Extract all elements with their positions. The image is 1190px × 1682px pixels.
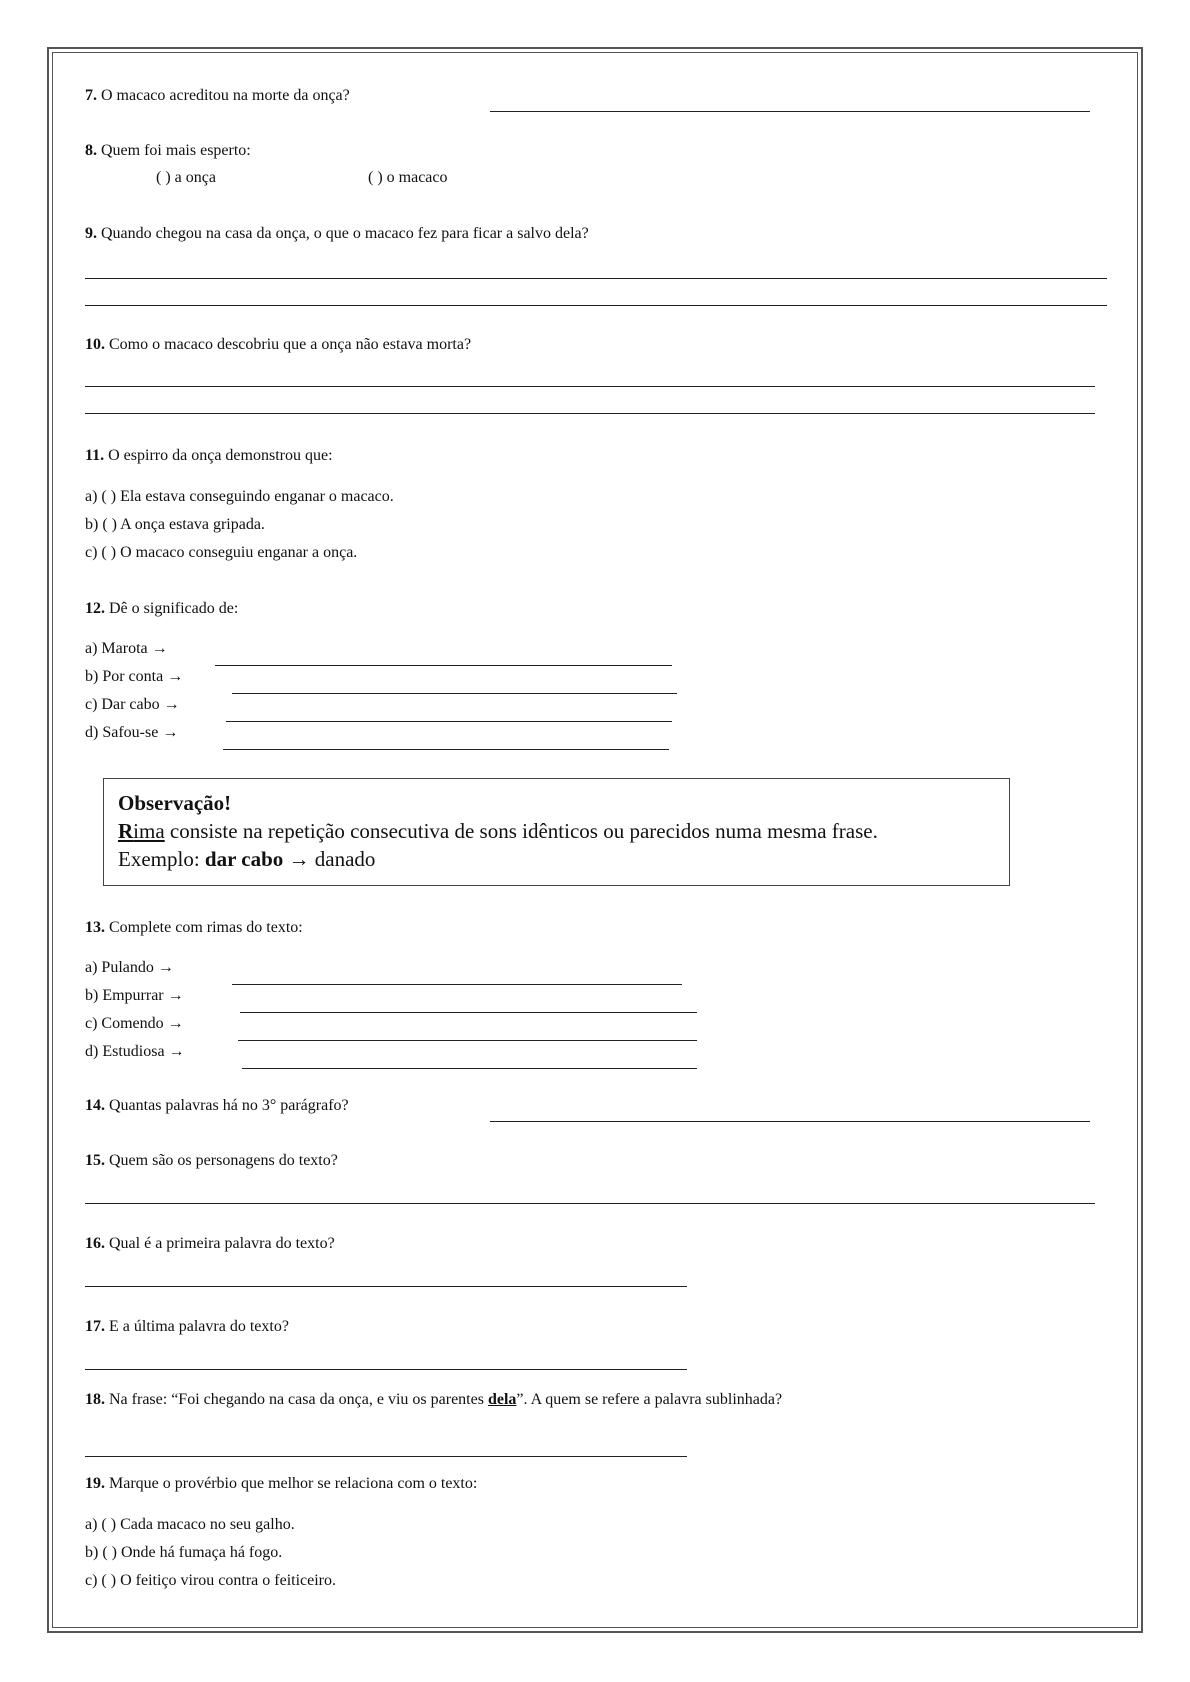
question-number: 15. (85, 1152, 105, 1169)
question-number: 13. (85, 919, 105, 936)
answer-line-10a[interactable] (85, 386, 1095, 387)
answer-line-13c[interactable] (238, 1040, 697, 1041)
observation-title: Observação! (118, 791, 232, 815)
answer-line-13b[interactable] (240, 1012, 697, 1013)
question-text: O espirro da onça demonstrou que: (108, 447, 333, 464)
question-number: 19. (85, 1475, 105, 1492)
question-text: Quantas palavras há no 3° parágrafo? (109, 1097, 349, 1114)
question-text: E a última palavra do texto? (109, 1318, 289, 1335)
option-b[interactable]: b) ( ) A onça estava gripada. (85, 516, 265, 533)
example-label: Exemplo: (118, 847, 205, 871)
question-number: 16. (85, 1235, 105, 1252)
answer-line-17[interactable] (85, 1369, 687, 1370)
question-16 (85, 1235, 335, 1253)
question-text: Dê o significado de: (109, 600, 239, 617)
question-text: Quando chegou na casa da onça, o que o macaco fez para ficar a salvo dela? (101, 225, 589, 242)
question-8 (85, 142, 251, 160)
answer-line-12b[interactable] (232, 693, 677, 694)
question-number: 14. (85, 1097, 105, 1114)
question-19 (85, 1475, 477, 1493)
answer-line-16[interactable] (85, 1286, 687, 1287)
answer-line-12a[interactable] (215, 665, 672, 666)
rima-first-letter: R (118, 819, 134, 843)
proverb-option-a[interactable]: a) ( ) Cada macaco no seu galho. (85, 1516, 295, 1533)
meaning-item-d: d) Safou-se → (85, 724, 179, 741)
question-number: 17. (85, 1318, 105, 1335)
question-11 (85, 447, 333, 465)
answer-line-9b[interactable] (85, 305, 1107, 306)
answer-line-15[interactable] (85, 1203, 1095, 1204)
rhyme-item-c: c) Comendo → (85, 1015, 184, 1032)
question-13 (85, 919, 303, 937)
answer-line-10b[interactable] (85, 413, 1095, 414)
meaning-item-b: b) Por conta → (85, 668, 184, 685)
option-a-onca[interactable]: ( ) a onça (156, 169, 216, 186)
question-text-before: Na frase: “Foi chegando na casa da onça, e viu os parentes (109, 1391, 488, 1408)
rima-definition (118, 817, 995, 845)
proverb-option-c[interactable]: c) ( ) O feitiço virou contra o feiticeiro. (85, 1572, 336, 1589)
example-rest: → danado (283, 847, 376, 871)
question-text: Qual é a primeira palavra do texto? (109, 1235, 335, 1252)
question-7 (85, 87, 350, 105)
rhyme-item-d: d) Estudiosa → (85, 1043, 185, 1060)
question-10 (85, 336, 471, 354)
rhyme-item-b: b) Empurrar → (85, 987, 184, 1004)
rima-rest: ima (133, 819, 165, 843)
option-a[interactable]: a) ( ) Ela estava conseguindo enganar o macaco. (85, 488, 394, 505)
question-12 (85, 600, 238, 618)
answer-line-18[interactable] (85, 1456, 687, 1457)
question-number: 11. (85, 447, 105, 464)
proverb-option-b[interactable]: b) ( ) Onde há fumaça há fogo. (85, 1544, 283, 1561)
option-b-macaco[interactable]: ( ) o macaco (368, 169, 448, 186)
definition-text: consiste na repetição consecutiva de sons idênticos ou parecidos numa mesma frase. (164, 819, 878, 843)
answer-line-13d[interactable] (242, 1068, 697, 1069)
question-text-after: ”. A quem se refere a palavra sublinhada? (516, 1391, 783, 1408)
question-17 (85, 1318, 289, 1336)
meaning-item-c: c) Dar cabo → (85, 696, 180, 713)
underlined-word: dela (487, 1391, 517, 1408)
question-number: 12. (85, 600, 105, 617)
question-18 (85, 1391, 782, 1409)
question-text: Quem foi mais esperto: (101, 142, 251, 159)
question-text: Marque o provérbio que melhor se relaciona com o texto: (109, 1475, 478, 1492)
example-bold: dar cabo (204, 847, 284, 871)
question-number: 18. (85, 1391, 105, 1408)
question-14 (85, 1097, 349, 1115)
question-number: 8. (85, 142, 97, 159)
answer-line-9a[interactable] (85, 278, 1107, 279)
example-line (118, 845, 995, 873)
answer-line-13a[interactable] (232, 984, 682, 985)
answer-line-14[interactable] (490, 1121, 1090, 1122)
question-number: 7. (85, 87, 97, 104)
option-c[interactable]: c) ( ) O macaco conseguiu enganar a onça. (85, 544, 358, 561)
question-15 (85, 1152, 338, 1170)
question-number: 10. (85, 336, 105, 353)
observation-box (103, 778, 1010, 886)
answer-line-12d[interactable] (223, 749, 669, 750)
meaning-item-a: a) Marota → (85, 640, 168, 657)
question-text: Como o macaco descobriu que a onça não estava morta? (109, 336, 472, 353)
question-text: O macaco acreditou na morte da onça? (101, 87, 350, 104)
answer-line-7[interactable] (490, 111, 1090, 112)
question-9 (85, 225, 589, 243)
question-number: 9. (85, 225, 97, 242)
answer-line-12c[interactable] (226, 721, 672, 722)
question-text: Quem são os personagens do texto? (109, 1152, 338, 1169)
question-text: Complete com rimas do texto: (109, 919, 303, 936)
rhyme-item-a: a) Pulando → (85, 959, 174, 976)
